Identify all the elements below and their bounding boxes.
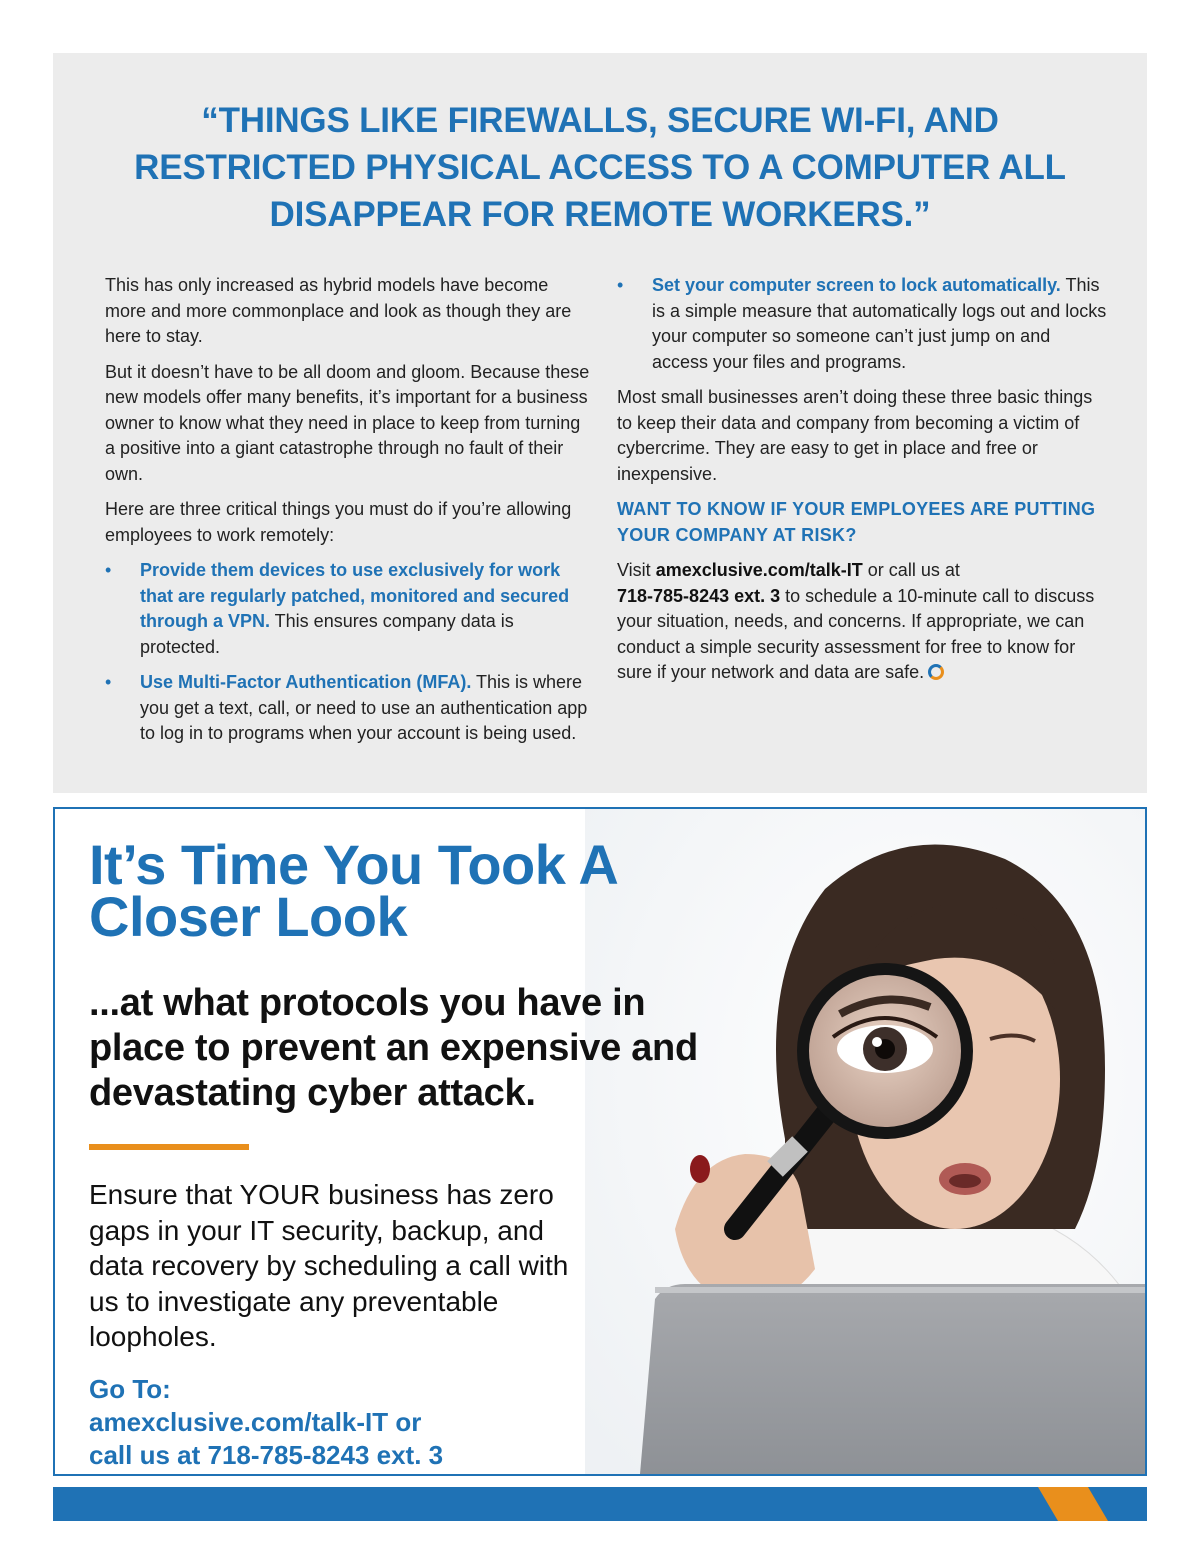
bullet-devices-highlight: Provide them devices to use exclusively for work that are regularly patched, monitored and secured through a VPN.	[140, 560, 570, 631]
bullet-mfa-highlight: Use Multi-Factor Authentication (MFA).	[140, 672, 472, 692]
cta-url-link[interactable]: amexclusive.com/talk-IT	[655, 560, 863, 580]
ad-contact	[89, 1373, 609, 1472]
ad-subheadline: ...at what protocols you have in place to prevent an expensive and devastating cyber attack.	[89, 982, 698, 1114]
cta-visit: Visit	[617, 560, 656, 580]
bullet-screen-lock	[617, 273, 1107, 375]
left-paragraph-1: This has only increased as hybrid models have become more and more commonplace and look as though they are here to stay.	[105, 275, 572, 346]
ad-headline-line-1: It’s Time You Took A	[89, 833, 619, 896]
pull-quote-line-2: RESTRICTED PHYSICAL ACCESS TO A COMPUTER ALL	[134, 148, 1066, 187]
ad-headline	[89, 833, 729, 948]
ad-phone-link[interactable]: call us at 718-785-8243 ext. 3	[89, 1440, 444, 1470]
footer-orange-stripe	[53, 1487, 1147, 1521]
end-mark-icon	[928, 664, 944, 680]
pull-quote-line-3: DISAPPEAR FOR REMOTE WORKERS.”	[269, 195, 931, 234]
cta-or: or call us at	[862, 560, 960, 580]
bullet-screen-lock-text: This is a simple measure that automatically logs out and locks your computer so someone can’t just jump on and access your files and programs.	[652, 275, 1107, 372]
bullet-devices-text: This ensures company data is protected.	[140, 611, 514, 657]
cta-heading: WANT TO KNOW IF YOUR EMPLOYEES ARE PUTTING YOUR COMPANY AT RISK?	[617, 499, 1096, 545]
bullet-mfa	[105, 670, 593, 747]
bullet-dot: •	[617, 275, 624, 295]
right-paragraph-1: Most small businesses aren’t doing these three basic things to keep their data and company from becoming a victim of cybercrime. They are easy to get in place and free or inexpensive.	[617, 387, 1093, 484]
cta-phone-link[interactable]: 718-785-8243 ext. 3	[617, 585, 781, 606]
bullet-dot: •	[105, 672, 112, 692]
orange-divider	[89, 1144, 249, 1150]
right-column	[617, 273, 1107, 696]
ad-headline-line-2: Closer Look	[89, 885, 408, 948]
bullet-screen-lock-highlight: Set your computer screen to lock automatically.	[652, 275, 1061, 295]
bullet-mfa-text: This is where you get a text, call, or need to use an authentication app to log in to programs when your account is being used.	[140, 672, 588, 743]
bullet-dot: •	[105, 560, 112, 580]
closer-look-ad	[53, 807, 1147, 1476]
footer-bar	[53, 1487, 1147, 1521]
cta-rest: to schedule a 10-minute call to discuss your situation, needs, and concerns. If appropriate, we can conduct a simple security assessment for free to know for sure if your network and data are safe.	[617, 585, 1095, 682]
quote-panel	[53, 53, 1147, 793]
pull-quote	[93, 97, 1107, 238]
ad-go-to-label: Go To:	[89, 1374, 171, 1404]
left-paragraph-3: Here are three critical things you must do if you’re allowing employees to work remotely:	[105, 499, 572, 545]
left-column	[105, 273, 593, 757]
left-paragraph-2: But it doesn’t have to be all doom and gloom. Because these new models offer many benefits, it’s important for a business owner to know what they need in place to keep from turning a positive into a giant catastrophe through no fault of their own.	[105, 361, 590, 484]
ad-url-link[interactable]: amexclusive.com/talk-IT or	[89, 1407, 422, 1437]
pull-quote-line-1: “THINGS LIKE FIREWALLS, SECURE WI-FI, AND	[201, 101, 999, 140]
cta-paragraph	[617, 558, 1107, 686]
bullet-devices	[105, 558, 593, 660]
ad-body-text: Ensure that YOUR business has zero gaps in your IT security, backup, and data recovery by scheduling a call with us to investigate any preventable loopholes.	[89, 1179, 569, 1352]
